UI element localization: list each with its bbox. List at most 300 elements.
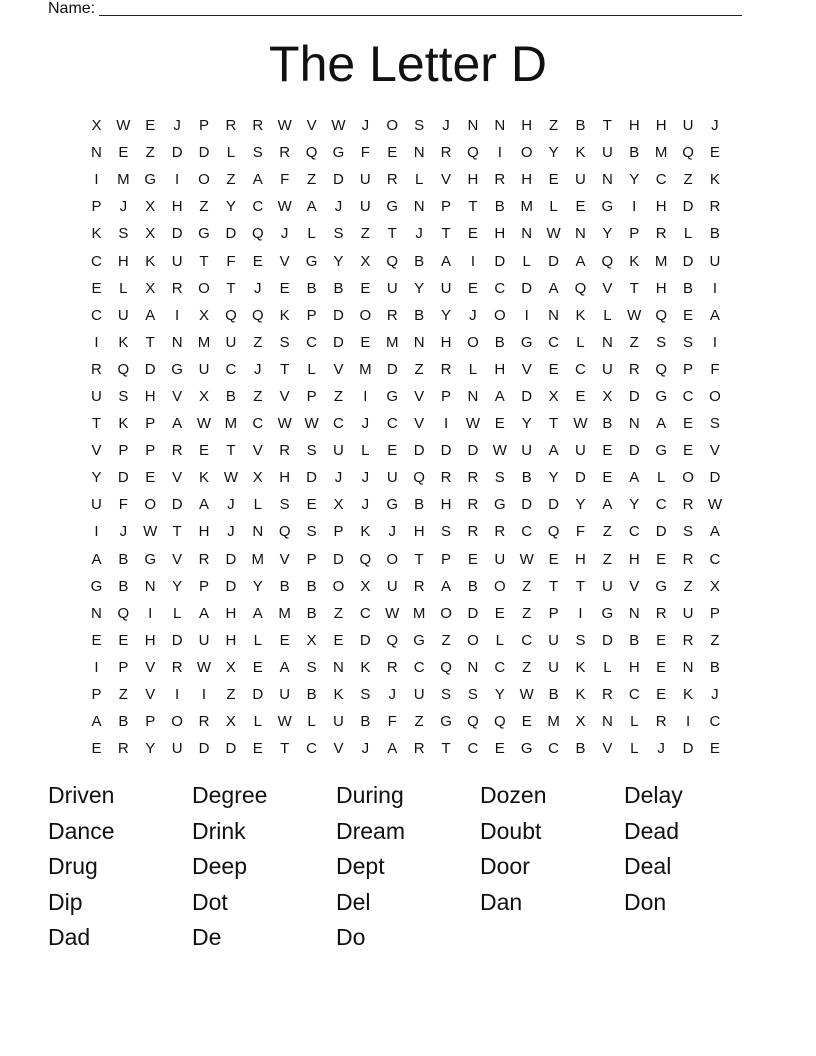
grid-letter: I	[94, 333, 99, 351]
grid-letter: O	[144, 496, 157, 514]
grid-letter: Q	[467, 144, 479, 162]
grid-letter: L	[119, 279, 128, 297]
grid-letter: W	[627, 306, 642, 324]
grid-letter: C	[521, 631, 533, 649]
grid-letter: B	[709, 225, 720, 243]
grid-letter: X	[199, 306, 210, 324]
grid-letter: W	[492, 442, 507, 460]
grid-letter: B	[279, 577, 290, 595]
grid-letter: E	[521, 713, 532, 731]
grid-letter: V	[414, 415, 425, 433]
grid-letter: W	[385, 604, 400, 622]
grid-letter: N	[467, 387, 479, 405]
grid-letter: L	[414, 171, 424, 189]
grid-letter: G	[655, 387, 667, 405]
grid-letter: E	[683, 442, 694, 460]
grid-letter: R	[601, 686, 613, 704]
grid-letter: Z	[199, 198, 209, 216]
grid-letter: R	[467, 523, 479, 541]
grid-letter: Z	[629, 333, 639, 351]
grid-letter: R	[440, 144, 452, 162]
grid-letter: A	[199, 604, 210, 622]
grid-letter: D	[467, 604, 479, 622]
grid-letter: D	[682, 740, 694, 758]
grid-letter: S	[306, 523, 317, 541]
grid-letter: H	[440, 333, 452, 351]
grid-letter: M	[547, 713, 560, 731]
grid-letter: S	[360, 686, 371, 704]
grid-letter: L	[630, 740, 639, 758]
grid-letter: P	[199, 577, 210, 595]
grid-letter: R	[386, 658, 398, 676]
grid-letter: K	[575, 306, 586, 324]
grid-letter: J	[388, 523, 396, 541]
grid-letter: H	[467, 171, 479, 189]
grid-letter: D	[494, 252, 506, 270]
grid-letter: A	[656, 415, 667, 433]
grid-letter: I	[443, 415, 449, 433]
word-list-item: Dip	[48, 888, 83, 915]
grid-letter: G	[520, 333, 533, 351]
grid-letter: U	[171, 252, 183, 270]
grid-letter: W	[519, 550, 534, 568]
grid-letter: T	[629, 279, 639, 297]
grid-letter: E	[279, 279, 290, 297]
grid-letter: B	[118, 550, 129, 568]
grid-letter: Y	[172, 577, 183, 595]
grid-letter: R	[279, 442, 291, 460]
word-list-item: During	[336, 782, 404, 808]
grid-letter: A	[441, 252, 452, 270]
grid-letter: Y	[252, 577, 263, 595]
grid-letter: Z	[683, 577, 693, 595]
grid-letter: S	[333, 225, 344, 243]
grid-letter: E	[494, 604, 505, 622]
word-list-item: Dozen	[480, 782, 547, 808]
grid-letter: K	[709, 171, 720, 189]
grid-letter: R	[91, 360, 102, 378]
grid-letter: J	[334, 469, 343, 487]
grid-letter: Z	[253, 387, 263, 405]
grid-letter: B	[360, 713, 371, 731]
grid-letter: S	[709, 415, 720, 433]
grid-letter: X	[306, 631, 317, 649]
grid-letter: Z	[602, 523, 612, 541]
grid-letter: Z	[360, 225, 370, 243]
grid-letter: Q	[413, 469, 425, 487]
grid-letter: E	[548, 550, 559, 568]
grid-letter: L	[576, 333, 585, 351]
grid-letter: P	[441, 198, 452, 216]
grid-letter: Z	[710, 631, 720, 649]
name-blank-line[interactable]	[99, 0, 742, 16]
grid-letter: N	[413, 333, 425, 351]
grid-letter: Z	[441, 631, 451, 649]
grid-letter: E	[656, 631, 667, 649]
grid-letter: C	[709, 550, 721, 568]
grid-letter: Z	[226, 686, 236, 704]
grid-letter: S	[441, 686, 452, 704]
grid-letter: Z	[226, 171, 236, 189]
grid-letter: C	[306, 333, 317, 351]
grid-letter: K	[360, 523, 371, 541]
grid-letter: S	[467, 686, 478, 704]
grid-letter: G	[90, 577, 103, 595]
grid-letter: T	[172, 523, 182, 541]
word-list-item: Drug	[48, 853, 98, 879]
grid-letter: J	[388, 686, 396, 704]
grid-letter: U	[279, 686, 291, 704]
grid-letter: B	[306, 604, 317, 622]
grid-letter: G	[440, 713, 452, 731]
grid-letter: E	[145, 469, 156, 487]
grid-letter: N	[467, 117, 479, 135]
grid-letter: N	[413, 198, 425, 216]
grid-letter: E	[306, 496, 317, 514]
grid-letter: C	[252, 198, 264, 216]
grid-letter: D	[306, 469, 317, 487]
grid-letter: J	[711, 686, 719, 704]
grid-letter: U	[575, 171, 586, 189]
grid-letter: R	[440, 360, 452, 378]
grid-letter: R	[386, 306, 398, 324]
grid-letter: Y	[575, 496, 586, 514]
grid-letter: L	[307, 360, 316, 378]
grid-letter: I	[470, 252, 475, 270]
grid-letter: S	[252, 144, 263, 162]
grid-letter: D	[521, 279, 533, 297]
grid-letter: J	[442, 117, 450, 135]
grid-letter: M	[520, 198, 533, 216]
grid-letter: Q	[225, 306, 237, 324]
grid-letter: M	[224, 415, 238, 433]
grid-letter: E	[387, 144, 398, 162]
grid-letter: X	[709, 577, 720, 595]
grid-letter: A	[91, 550, 102, 568]
word-list-item: Driven	[48, 782, 115, 808]
grid-letter: H	[521, 117, 533, 135]
grid-letter: C	[655, 171, 667, 189]
grid-letter: J	[469, 306, 477, 324]
grid-letter: R	[225, 117, 237, 135]
grid-letter: C	[252, 415, 264, 433]
grid-letter: V	[333, 740, 344, 758]
grid-letter: W	[277, 117, 292, 135]
grid-letter: L	[522, 252, 531, 270]
grid-letter: G	[332, 144, 345, 162]
grid-letter: O	[493, 306, 506, 324]
grid-letter: Q	[386, 252, 399, 270]
grid-letter: E	[199, 442, 210, 460]
grid-letter: L	[549, 198, 558, 216]
grid-letter: S	[494, 469, 505, 487]
grid-letter: A	[709, 523, 720, 541]
grid-letter: C	[655, 496, 667, 514]
grid-letter: C	[225, 360, 237, 378]
grid-letter: D	[359, 631, 371, 649]
grid-letter: A	[709, 306, 720, 324]
grid-letter: J	[254, 360, 262, 378]
grid-letter: K	[333, 686, 344, 704]
grid-letter: B	[575, 117, 586, 135]
grid-letter: H	[628, 117, 640, 135]
grid-letter: A	[441, 577, 452, 595]
grid-letter: B	[629, 144, 640, 162]
grid-letter: Q	[117, 360, 130, 378]
grid-letter: C	[521, 523, 533, 541]
grid-letter: V	[172, 469, 183, 487]
grid-letter: X	[225, 713, 236, 731]
word-list-item: De	[192, 924, 222, 950]
grid-letter: U	[601, 360, 613, 378]
grid-letter: R	[413, 740, 425, 758]
grid-letter: H	[413, 523, 425, 541]
grid-letter: D	[225, 225, 237, 243]
grid-letter: P	[118, 658, 129, 676]
grid-letter: D	[628, 387, 640, 405]
grid-letter: W	[196, 658, 212, 676]
grid-letter: R	[655, 225, 667, 243]
grid-letter: J	[119, 198, 128, 216]
grid-letter: J	[361, 415, 370, 433]
grid-letter: N	[144, 577, 156, 595]
grid-letter: L	[226, 144, 236, 162]
grid-letter: W	[573, 415, 588, 433]
grid-letter: E	[360, 333, 371, 351]
grid-letter: C	[494, 658, 506, 676]
grid-letter: D	[575, 469, 586, 487]
grid-letter: H	[628, 550, 640, 568]
grid-letter: H	[144, 631, 156, 649]
grid-letter: U	[333, 442, 344, 460]
grid-letter: E	[467, 225, 478, 243]
grid-letter: W	[116, 117, 131, 135]
grid-letter: U	[601, 144, 613, 162]
grid-letter: N	[548, 306, 559, 324]
grid-letter: U	[709, 252, 721, 270]
grid-letter: E	[118, 144, 129, 162]
grid-letter: D	[333, 550, 344, 568]
grid-letter: H	[225, 631, 237, 649]
grid-letter: B	[683, 279, 694, 297]
grid-letter: V	[333, 360, 344, 378]
grid-letter: U	[91, 387, 102, 405]
grid-letter: V	[279, 387, 290, 405]
grid-letter: V	[91, 442, 102, 460]
grid-letter: E	[709, 740, 720, 758]
grid-letter: D	[521, 496, 533, 514]
word-list-item: Drink	[192, 817, 246, 844]
grid-letter: I	[94, 658, 99, 676]
grid-letter: G	[386, 198, 399, 216]
grid-letter: H	[171, 198, 183, 216]
grid-letter: R	[171, 442, 183, 460]
grid-letter: D	[655, 523, 667, 541]
grid-letter: B	[118, 713, 129, 731]
grid-letter: L	[253, 496, 262, 514]
grid-letter: Q	[440, 658, 452, 676]
grid-letter: B	[306, 686, 317, 704]
grid-letter: A	[252, 604, 263, 622]
grid-letter: G	[144, 171, 157, 189]
grid-letter: W	[707, 496, 723, 514]
grid-letter: R	[386, 171, 398, 189]
grid-letter: Q	[547, 523, 560, 541]
grid-letter: E	[656, 658, 667, 676]
grid-letter: W	[331, 117, 346, 135]
grid-letter: E	[145, 117, 156, 135]
grid-letter: C	[628, 523, 640, 541]
grid-letter: Y	[225, 198, 236, 216]
grid-letter: H	[279, 469, 291, 487]
grid-letter: Y	[629, 171, 640, 189]
grid-letter: O	[198, 279, 210, 297]
grid-letter: D	[225, 550, 237, 568]
grid-letter: X	[360, 577, 371, 595]
grid-letter: G	[305, 252, 318, 270]
grid-letter: U	[359, 198, 371, 216]
grid-letter: B	[118, 577, 129, 595]
grid-letter: E	[118, 631, 129, 649]
grid-letter: F	[575, 523, 586, 541]
grid-letter: W	[277, 198, 292, 216]
grid-letter: K	[279, 306, 290, 324]
grid-letter: D	[709, 469, 721, 487]
grid-letter: K	[683, 686, 694, 704]
grid-letter: W	[277, 415, 292, 433]
grid-letter: R	[252, 117, 264, 135]
grid-letter: Z	[414, 360, 424, 378]
grid-letter: W	[465, 415, 480, 433]
grid-letter: W	[546, 225, 561, 243]
grid-letter: Q	[359, 550, 372, 568]
grid-letter: I	[632, 198, 637, 216]
grid-letter: D	[171, 496, 183, 514]
grid-letter: U	[198, 360, 210, 378]
word-list-item: Dot	[192, 888, 228, 915]
grid-letter: Q	[467, 713, 479, 731]
grid-letter: R	[494, 523, 506, 541]
grid-letter: I	[578, 604, 583, 622]
grid-letter: X	[252, 469, 263, 487]
grid-letter: E	[467, 550, 478, 568]
word-list-item: Dan	[480, 888, 523, 915]
grid-letter: Q	[117, 604, 130, 622]
grid-letter: D	[225, 577, 237, 595]
grid-letter: J	[361, 740, 370, 758]
grid-letter: G	[601, 198, 614, 216]
grid-letter: P	[118, 442, 129, 460]
grid-letter: I	[175, 686, 180, 704]
grid-letter: O	[386, 550, 399, 568]
grid-letter: S	[118, 387, 129, 405]
grid-letter: E	[656, 550, 667, 568]
grid-letter: C	[91, 252, 102, 270]
grid-letter: P	[333, 523, 344, 541]
grid-letter: K	[575, 658, 586, 676]
grid-letter: I	[94, 171, 99, 189]
word-list-item: Dead	[624, 817, 679, 844]
grid-letter: A	[602, 496, 613, 514]
grid-letter: I	[712, 279, 718, 297]
grid-letter: V	[306, 117, 317, 135]
grid-letter: B	[575, 740, 586, 758]
grid-letter: M	[654, 252, 668, 270]
grid-letter: P	[145, 415, 156, 433]
grid-letter: I	[524, 306, 529, 324]
grid-letter: Q	[655, 306, 667, 324]
grid-letter: X	[602, 387, 613, 405]
grid-letter: V	[145, 686, 156, 704]
grid-letter: G	[493, 496, 506, 514]
grid-letter: D	[171, 144, 183, 162]
grid-letter: U	[91, 496, 102, 514]
grid-letter: K	[91, 225, 102, 243]
grid-letter: B	[306, 279, 317, 297]
grid-letter: N	[628, 415, 640, 433]
word-list-item: Del	[336, 888, 371, 915]
grid-letter: Y	[333, 252, 344, 270]
grid-letter: U	[225, 333, 237, 351]
grid-letter: T	[549, 577, 559, 595]
grid-letter: T	[145, 333, 155, 351]
grid-letter: Z	[145, 144, 155, 162]
grid-letter: J	[334, 198, 343, 216]
word-list-item: Dad	[48, 924, 91, 950]
grid-letter: P	[629, 225, 640, 243]
grid-letter: U	[117, 306, 129, 324]
grid-letter: T	[387, 225, 397, 243]
grid-letter: U	[386, 279, 398, 297]
grid-letter: G	[171, 360, 183, 378]
grid-letter: B	[467, 577, 478, 595]
grid-letter: W	[143, 523, 158, 541]
grid-letter: Q	[251, 306, 264, 324]
grid-letter: B	[414, 496, 425, 514]
grid-letter: Z	[522, 577, 532, 595]
grid-letter: K	[145, 252, 156, 270]
grid-letter: G	[144, 550, 157, 568]
word-list-item: Dance	[48, 817, 115, 844]
grid-letter: J	[227, 496, 235, 514]
grid-letter: D	[171, 631, 183, 649]
grid-letter: D	[252, 686, 264, 704]
grid-letter: K	[575, 144, 586, 162]
grid-letter: A	[548, 279, 559, 297]
word-list-item: Dream	[336, 817, 406, 844]
grid-letter: P	[441, 387, 452, 405]
grid-letter: R	[682, 631, 694, 649]
grid-letter: A	[387, 740, 398, 758]
grid-letter: A	[629, 469, 640, 487]
grid-letter: J	[173, 117, 181, 135]
grid-letter: L	[361, 442, 370, 460]
grid-letter: A	[575, 252, 586, 270]
grid-letter: J	[227, 523, 235, 541]
grid-letter: C	[359, 604, 371, 622]
grid-letter: M	[278, 604, 291, 622]
grid-letter: W	[519, 686, 534, 704]
grid-letter: T	[280, 360, 290, 378]
grid-letter: Z	[118, 686, 128, 704]
word-list-item: Do	[336, 924, 366, 950]
grid-letter: Y	[441, 306, 452, 324]
grid-letter: H	[494, 225, 506, 243]
grid-letter: G	[520, 740, 533, 758]
grid-letter: Y	[602, 225, 613, 243]
grid-letter: V	[709, 442, 720, 460]
grid-letter: G	[655, 442, 667, 460]
